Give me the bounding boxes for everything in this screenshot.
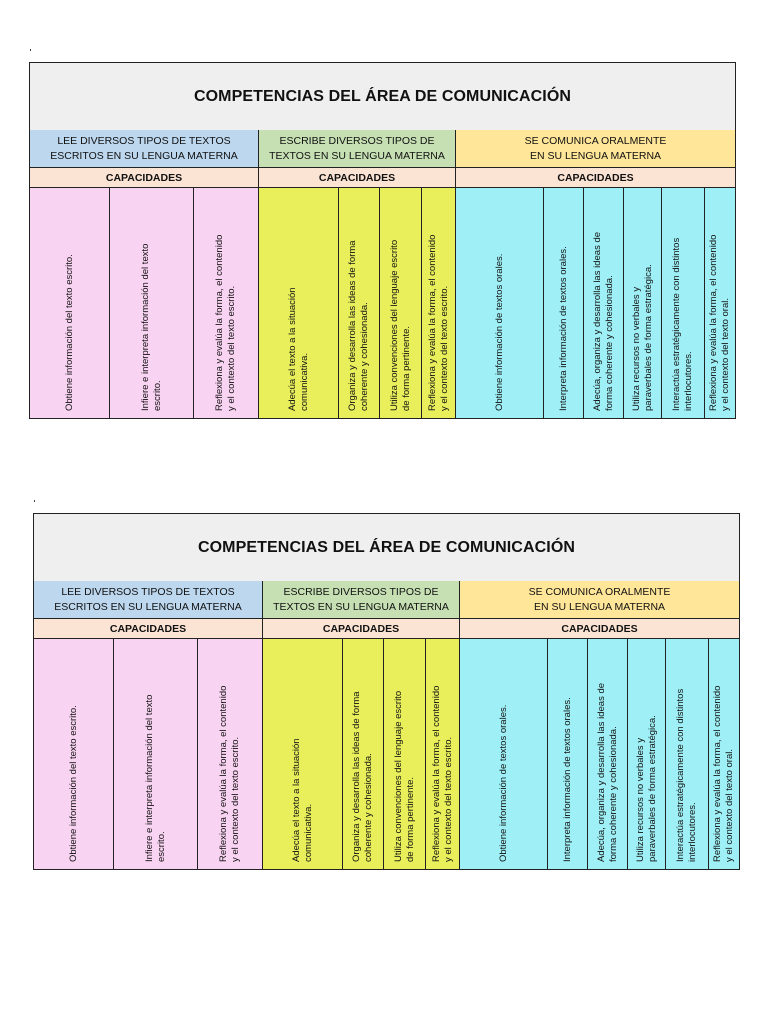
capacidad-text — [596, 646, 620, 862]
capacidad-text — [431, 646, 455, 862]
competency-header-escribe — [263, 581, 460, 619]
capacidad-text — [218, 646, 242, 862]
competency-label: EN SU LENGUA MATERNA — [529, 149, 662, 162]
competency-label: ESCRITOS EN SU LENGUA MATERNA — [50, 149, 238, 162]
capacidad-cell-oral — [588, 639, 628, 869]
capacidades-header: CAPACIDADES — [263, 619, 460, 639]
capacidad-line: Interactúa estratégicamente con distintos — [675, 688, 686, 862]
capacidad-text — [671, 195, 695, 411]
capacidades-header: CAPACIDADES — [460, 619, 739, 639]
capacidades-header: CAPACIDADES — [259, 168, 456, 188]
competencias-table-2 — [33, 513, 740, 870]
capacidad-line: Infiere e interpreta información del texto — [139, 243, 151, 411]
capacidad-line: paraverbales de forma estratégica. — [642, 264, 654, 411]
competency-header-escribe — [259, 130, 456, 168]
capacidad-text — [427, 195, 451, 411]
capacidad-line: interlocutores. — [687, 802, 698, 862]
capacidad-cell-oral — [456, 188, 544, 418]
capacidad-text — [140, 195, 164, 411]
capacidad-line: de forma pertinente. — [400, 325, 412, 411]
competency-label: ESCRITOS EN SU LENGUA MATERNA — [54, 600, 242, 613]
capacidad-cell-lee — [30, 188, 110, 418]
capacidad-line: escrito. — [151, 380, 163, 411]
capacidad-line: de forma pertinente. — [404, 776, 416, 862]
capacidad-text — [712, 646, 736, 862]
capacidad-line: Reflexiona y evalúa la forma, el contenido — [712, 685, 723, 862]
capacidad-cell-lee — [34, 639, 114, 869]
capacidad-cell-escribe — [422, 188, 456, 418]
capacidad-line: Reflexiona y evalúa la forma, el contenido — [218, 685, 229, 862]
capacidades-header: CAPACIDADES — [34, 619, 263, 639]
table-title: COMPETENCIAS DEL ÁREA DE COMUNICACIÓN — [30, 63, 735, 131]
capacidad-text — [635, 646, 659, 862]
capacidad-line: coherente y cohesionada. — [359, 302, 370, 411]
capacidad-line: escrito. — [155, 831, 167, 862]
competency-label: LEE DIVERSOS TIPOS DE TEXTOS — [61, 585, 235, 598]
capacidad-cell-oral — [548, 639, 588, 869]
capacidad-cell-escribe — [259, 188, 339, 418]
capacidad-line: y el contexto del texto oral. — [720, 297, 731, 411]
competency-header-oral — [456, 130, 735, 168]
capacidad-line: Interactúa estratégicamente con distintos — [671, 237, 682, 411]
capacidad-line: paraverbales de forma estratégica. — [646, 715, 658, 862]
capacidad-line: Interpreta información de textos orales. — [561, 697, 573, 862]
page-mark-bottom — [34, 500, 35, 502]
capacidad-cell-oral — [624, 188, 662, 418]
competency-label: SE COMUNICA ORALMENTE — [524, 134, 667, 147]
capacidad-text — [144, 646, 168, 862]
capacidades-header: CAPACIDADES — [30, 168, 259, 188]
capacidad-cell-lee — [194, 188, 259, 418]
capacidad-line: Reflexiona y evalúa la forma, el contenido — [426, 234, 438, 411]
capacidad-line: interlocutores. — [683, 351, 694, 411]
capacidad-cell-oral — [460, 639, 548, 869]
capacidad-cell-oral — [666, 639, 709, 869]
competency-label: ESCRIBE DIVERSOS TIPOS DE — [279, 134, 435, 147]
capacidad-line: Interpreta información de textos orales. — [557, 246, 569, 411]
competency-header-lee — [34, 581, 263, 619]
table-title: COMPETENCIAS DEL ÁREA DE COMUNICACIÓN — [34, 514, 739, 582]
capacidad-text — [494, 195, 506, 411]
capacidad-text — [347, 195, 371, 411]
capacidad-line: comunicativa. — [302, 803, 314, 862]
capacidad-line: y el contexto del texto escrito. — [230, 736, 241, 862]
capacidad-cell-escribe — [426, 639, 460, 869]
competency-label: ESCRIBE DIVERSOS TIPOS DE — [283, 585, 439, 598]
capacidad-text — [631, 195, 655, 411]
capacidad-line: Reflexiona y evalúa la forma, el contenido — [430, 685, 442, 862]
capacidad-line: Adecúa el texto a la situación — [290, 738, 302, 862]
capacidad-line: Reflexiona y evalúa la forma, el contenido — [708, 234, 719, 411]
capacidad-cell-oral — [628, 639, 666, 869]
page-mark-top — [30, 49, 31, 51]
capacidad-line: y el contexto del texto escrito. — [226, 285, 237, 411]
capacidad-line: Obtiene información de textos orales. — [497, 704, 509, 862]
capacidad-text — [351, 646, 375, 862]
capacidad-cell-oral — [584, 188, 624, 418]
capacidad-text — [68, 646, 80, 862]
capacidad-line: comunicativa. — [298, 352, 310, 411]
capacidad-line: Obtiene información del texto escrito. — [67, 705, 79, 862]
capacidad-cell-escribe — [343, 639, 384, 869]
capacidad-line: Organiza y desarrolla las ideas de forma — [347, 240, 358, 411]
capacidad-cell-lee — [114, 639, 198, 869]
capacidad-text — [558, 195, 570, 411]
capacidad-text — [393, 646, 417, 862]
capacidad-line: Utiliza recursos no verbales y — [634, 737, 646, 862]
capacidad-line: Adecúa, organiza y desarrolla las ideas de — [591, 231, 603, 411]
capacidad-cell-oral — [709, 639, 739, 869]
competency-label: TEXTOS EN SU LENGUA MATERNA — [273, 600, 449, 613]
capacidad-cell-lee — [198, 639, 263, 869]
competency-label: TEXTOS EN SU LENGUA MATERNA — [269, 149, 445, 162]
competencias-table-1 — [29, 62, 736, 419]
capacidad-line: y el contexto del texto escrito. — [442, 736, 454, 862]
capacidad-line: Obtiene información de textos orales. — [493, 253, 505, 411]
capacidad-line: Utiliza convenciones del lenguaje escrito — [388, 239, 400, 411]
competency-label: SE COMUNICA ORALMENTE — [528, 585, 671, 598]
capacidad-line: Obtiene información del texto escrito. — [63, 254, 75, 411]
capacidad-cell-oral — [544, 188, 584, 418]
competency-header-oral — [460, 581, 739, 619]
capacidad-cell-escribe — [263, 639, 343, 869]
capacidad-cell-escribe — [380, 188, 422, 418]
competency-header-lee — [30, 130, 259, 168]
capacidad-line: forma coherente y cohesionada. — [607, 726, 619, 862]
capacidad-line: Organiza y desarrolla las ideas de forma — [351, 691, 362, 862]
capacidad-line: y el contexto del texto escrito. — [438, 285, 450, 411]
capacidad-text — [498, 646, 510, 862]
capacidad-cell-oral — [662, 188, 705, 418]
competency-label: LEE DIVERSOS TIPOS DE TEXTOS — [57, 134, 231, 147]
capacidades-header: CAPACIDADES — [456, 168, 735, 188]
capacidad-text — [562, 646, 574, 862]
capacidad-line: forma coherente y cohesionada. — [603, 275, 615, 411]
capacidad-cell-escribe — [384, 639, 426, 869]
capacidad-line: Adecúa, organiza y desarrolla las ideas de — [595, 682, 607, 862]
capacidad-cell-escribe — [339, 188, 380, 418]
capacidad-line: Utiliza convenciones del lenguaje escrito — [392, 690, 404, 862]
capacidad-text — [291, 646, 315, 862]
capacidad-line: Reflexiona y evalúa la forma, el contenido — [214, 234, 225, 411]
capacidad-text — [675, 646, 699, 862]
capacidad-text — [389, 195, 413, 411]
capacidad-text — [592, 195, 616, 411]
capacidad-text — [64, 195, 76, 411]
capacidad-cell-oral — [705, 188, 735, 418]
capacidad-line: Adecúa el texto a la situación — [286, 287, 298, 411]
capacidad-line: Utiliza recursos no verbales y — [630, 286, 642, 411]
capacidad-line: Infiere e interpreta información del texto — [143, 694, 155, 862]
capacidad-line: coherente y cohesionada. — [363, 753, 374, 862]
capacidad-text — [214, 195, 238, 411]
competency-label: EN SU LENGUA MATERNA — [533, 600, 666, 613]
capacidad-text — [708, 195, 732, 411]
capacidad-line: y el contexto del texto oral. — [724, 748, 735, 862]
capacidad-cell-lee — [110, 188, 194, 418]
capacidad-text — [287, 195, 311, 411]
